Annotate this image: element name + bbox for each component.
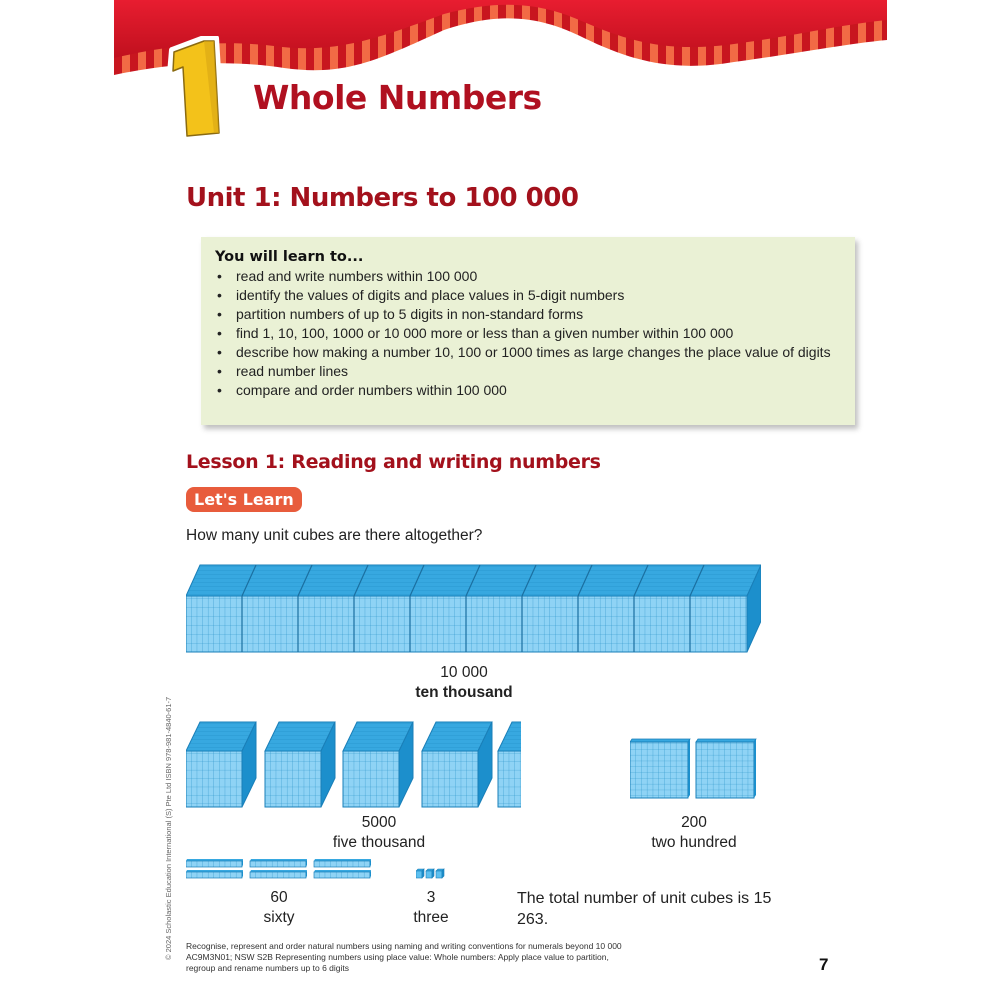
tens-words: sixty — [263, 909, 295, 926]
copyright-notice: © 2024 Scholastic Education International (S) Pte Ltd ISBN 978-981-4840-61-7 — [164, 696, 173, 960]
lesson-title: Lesson 1: Reading and writing numbers — [186, 451, 601, 473]
ten-thousand-words: ten thousand — [415, 684, 513, 701]
learning-objectives-title: You will learn to... — [215, 249, 364, 265]
footer-line: AC9M3N01; NSW S2B Representing numbers using place value: Whole numbers: Apply place value to partition, — [186, 952, 609, 962]
objective-item: • read and write numbers within 100 000 — [215, 267, 841, 286]
unit-cubes-icon — [416, 867, 446, 885]
objective-item: • partition numbers of up to 5 digits in non-standard forms — [215, 305, 841, 324]
learning-objectives-box — [201, 237, 855, 425]
thousand-cubes-icon — [186, 720, 521, 820]
thousands-number: 5000 — [361, 814, 397, 831]
lets-learn-badge: Let's Learn — [186, 487, 302, 512]
hundreds-words: two hundred — [651, 834, 737, 851]
curriculum-footer — [186, 941, 806, 974]
total-statement: The total number of unit cubes is 15 263. — [517, 890, 772, 928]
ones-number: 3 — [426, 889, 436, 906]
tens-number: 60 — [270, 889, 288, 906]
textbook-page — [114, 0, 887, 1000]
header-wave-banner — [114, 0, 887, 80]
chapter-title: Whole Numbers — [253, 78, 542, 117]
objective-item: • read number lines — [215, 362, 841, 381]
page-number: 7 — [819, 955, 829, 974]
thousands-label — [304, 813, 454, 853]
ten-thousand-number: 10 000 — [440, 664, 488, 681]
ones-label — [396, 888, 466, 928]
footer-line: regroup and rename numbers up to 6 digits — [186, 963, 350, 973]
objective-item: • identify the values of digits and place values in 5-digit numbers — [215, 286, 841, 305]
ten-rods-icon — [186, 859, 371, 886]
chapter-number-badge — [164, 36, 226, 148]
learning-objectives-list — [215, 267, 841, 400]
objective-item: • find 1, 10, 100, 1000 or 10 000 more or less than a given number within 100 000 — [215, 324, 841, 343]
objective-item: • compare and order numbers within 100 000 — [215, 381, 841, 400]
hundreds-label — [624, 813, 764, 853]
hundred-flats-icon — [630, 738, 760, 805]
footer-line: Recognise, represent and order natural numbers using naming and writing conventions for numerals beyond 10 000 — [186, 941, 622, 951]
question-text: How many unit cubes are there altogether? — [186, 527, 483, 544]
tens-label — [234, 888, 324, 928]
thousands-words: five thousand — [332, 834, 426, 851]
ten-thousand-block-icon — [186, 563, 761, 663]
unit-title: Unit 1: Numbers to 100 000 — [186, 183, 579, 213]
ones-words: three — [413, 909, 449, 926]
hundreds-number: 200 — [681, 814, 707, 831]
ten-thousand-label — [394, 663, 534, 703]
objective-item: • describe how making a number 10, 100 or 1000 times as large changes the place value of digits — [215, 343, 841, 362]
